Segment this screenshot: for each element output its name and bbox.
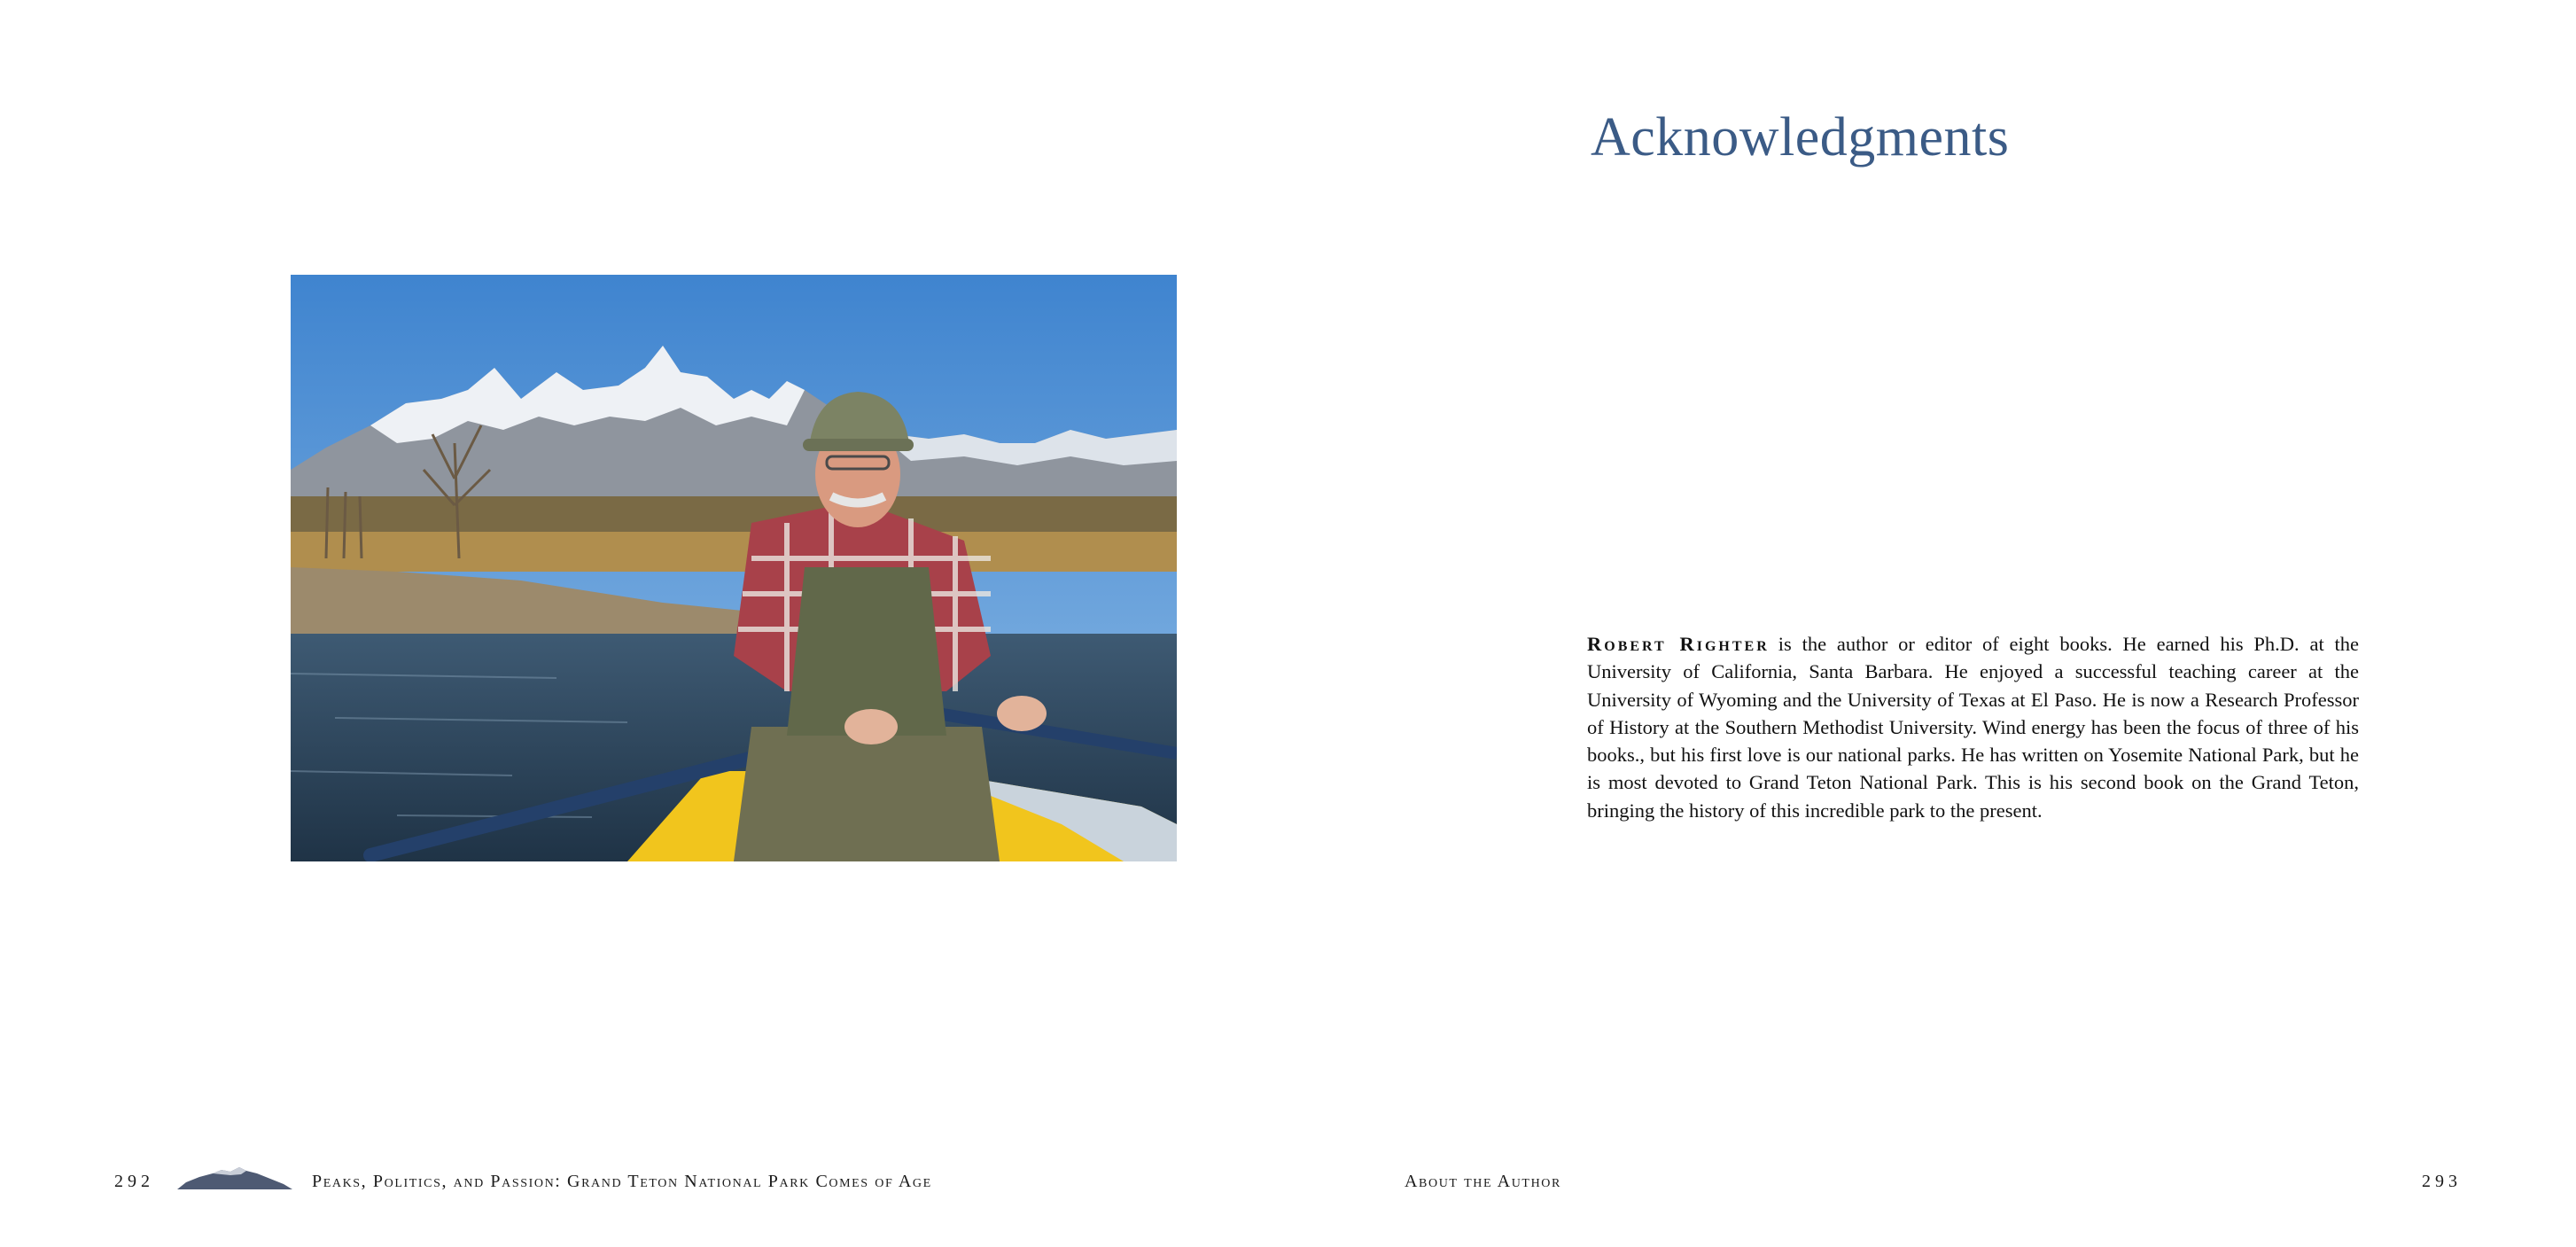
author-bio-text: is the author or editor of eight books. He earned his Ph.D. at the University of California, Santa Barbara. He enjoyed a successful teaching career at the University of Wyoming and the University of Texas at El Paso. He is now a Research Professor of History at the Southern Methodist University. Wind energy has been the focus of three of his books., but his first love is our national parks. He has written on Yosemite National Park, but he is most devoted to Grand Teton National Park. This is his second book on the Grand Teton, bringing the history of this incredible park to the present. [1587,633,2360,822]
right-page-number: 293 [2422,1172,2462,1191]
right-running-title: About the Author [1405,1172,1561,1191]
author-bio [1587,630,2359,824]
left-running-title: Peaks, Politics, and Passion: Grand Teton National Park Comes of Age [312,1172,932,1191]
page-title: Acknowledgments [1591,107,2010,168]
left-page-number: 292 [114,1172,154,1191]
author-photo [291,275,1177,861]
author-name: Robert Righter [1587,633,1770,655]
author-rowing-photo [291,275,1177,861]
mountain-silhouette-icon [177,1163,292,1189]
